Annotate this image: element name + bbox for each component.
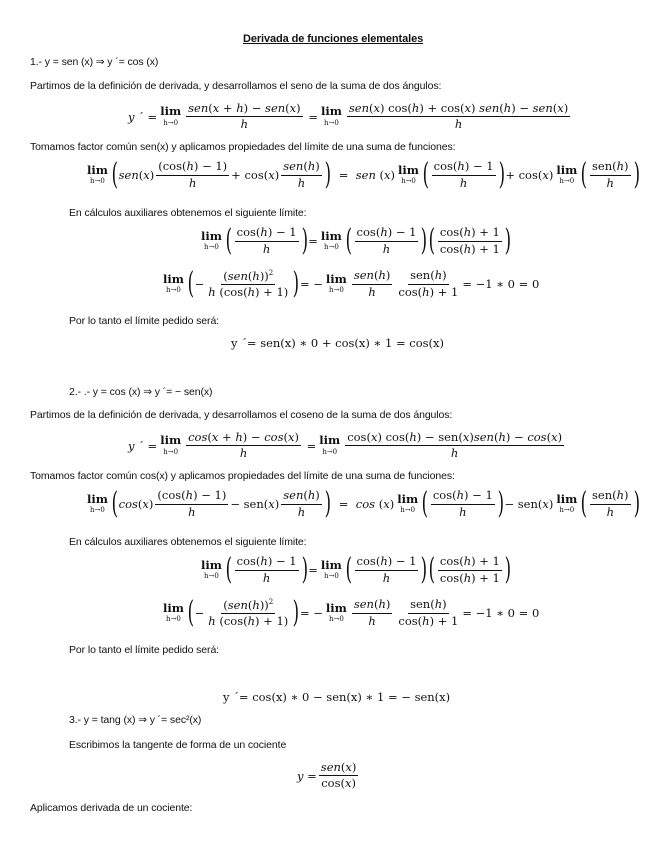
section-1-aux-text: En cálculos auxiliares obtenemos el siguiente límite: bbox=[69, 207, 307, 219]
section-2-heading: 2.- .- y = cos (x) ⇒ y ´= − sen(x) bbox=[69, 386, 213, 398]
equation-2-result: y ´= cos(x) ∗ 0 − sen(x) ∗ 1 = − sen(x) bbox=[223, 690, 451, 704]
equation-1-definition: y ´ = lim h→0 $\frac{\text{sen(x + h) − sen(x)}}{h}$ = lim h→0 $\frac{\text{sen(x) cos(h) + cos(x) sen(h) − sen(x)}}{h}$ bbox=[128, 101, 569, 132]
equation-2-aux-limit-b: lim h→0 ( − $\frac{(sen(h))^2}{h (\cos(h) + 1)}$ ) = − lim h→0 $\frac{\text{sen(h)}}{h}$ $\frac{\text{sen(h)}}{\cos(h) + 1}$ = −1 ∗ 0 = 0 bbox=[163, 595, 540, 631]
equation-1-aux-limit-b: lim h→0 ( − $\frac{(sen(h))^2}{h (\cos(h) + 1)}$ ) = − lim h→0 $\frac{\text{sen(h)}}{h}$ $\frac{\text{sen(h)}}{\cos(h) + 1}$ = −1 ∗ 0 = 0 bbox=[163, 266, 540, 302]
equation-3-quotient: y = $\frac{\text{sen(x)}}{\cos(x)}$ bbox=[297, 760, 357, 791]
section-3-heading: 3.- y = tang (x) ⇒ y ´= sec²(x) bbox=[69, 714, 202, 726]
equation-1-result: y ´= sen(x) ∗ 0 + cos(x) ∗ 1 = cos(x) bbox=[231, 336, 444, 350]
section-1-heading: 1.- y = sen (x) ⇒ y ´= cos (x) bbox=[30, 56, 159, 68]
section-1-intro: Partimos de la definición de derivada, y desarrollamos el seno de la suma de dos ángulos: bbox=[30, 80, 442, 92]
equation-2-factor: lim h→0 ( cos ( x ) $\frac{(\cos(h) - 1)}{h}$ − sen( x ) $\frac{\text{sen(h)}}{h}$ ) = cos ( x ) lim h→0 ( $\frac{\cos(h) - 1}{h}$ ) − sen( x ) lim h→0 ( $\frac{\text{sen(h)}}{h}$ ) bbox=[87, 486, 640, 521]
page-title: Derivada de funciones elementales bbox=[243, 33, 424, 45]
equation-1-factor: lim h→0 ( sen ( x ) $\frac{(\cos(h) - 1)}{h}$ + cos( x ) $\frac{\text{sen(h)}}{h}$ ) = sen ( x ) lim h→0 ( $\frac{\cos(h) - 1}{h}$ ) + cos( x ) lim h→0 ( $\frac{\text{sen(h)}}{h}$ ) bbox=[87, 157, 640, 192]
section-3-quotient-rule-text: Aplicamos derivada de un cociente: bbox=[30, 802, 193, 814]
section-3-intro: Escribimos la tangente de forma de un cociente bbox=[69, 739, 287, 751]
section-1-factor-text: Tomamos factor común sen(x) y aplicamos propiedades del límite de una suma de funciones: bbox=[30, 141, 456, 153]
equation-2-aux-limit-a: lim h→0 ( $\frac{\cos(h) - 1}{h}$ ) = lim h→0 ( $\frac{\cos(h) - 1}{h}$ ) ( $\frac{\cos(h) + 1}{\cos(h) + 1}$ ) bbox=[201, 552, 511, 587]
section-2-therefore-text: Por lo tanto el límite pedido será: bbox=[69, 644, 220, 656]
section-1-therefore-text: Por lo tanto el límite pedido será: bbox=[69, 315, 220, 327]
section-2-intro: Partimos de la definición de derivada, y desarrollamos el coseno de la suma de dos ángulos: bbox=[30, 409, 453, 421]
section-2-aux-text: En cálculos auxiliares obtenemos el siguiente límite: bbox=[69, 536, 307, 548]
equation-2-definition: y ´ = lim h→0 $\frac{\cos(x + h) - \cos(x)}{h}$ = lim h→0 $\frac{\text{cos(x) cos(h) − sen(x)sen(h) − cos(x)}}{h}$ bbox=[128, 430, 563, 461]
equation-1-aux-limit-a: lim h→0 ( $\frac{\cos(h) - 1}{h}$ ) = lim h→0 ( $\frac{\cos(h) - 1}{h}$ ) ( $\frac{\cos(h) + 1}{\cos(h) + 1}$ ) bbox=[201, 223, 511, 258]
section-2-factor-text: Tomamos factor común cos(x) y aplicamos propiedades del límite de una suma de funciones: bbox=[30, 470, 455, 482]
